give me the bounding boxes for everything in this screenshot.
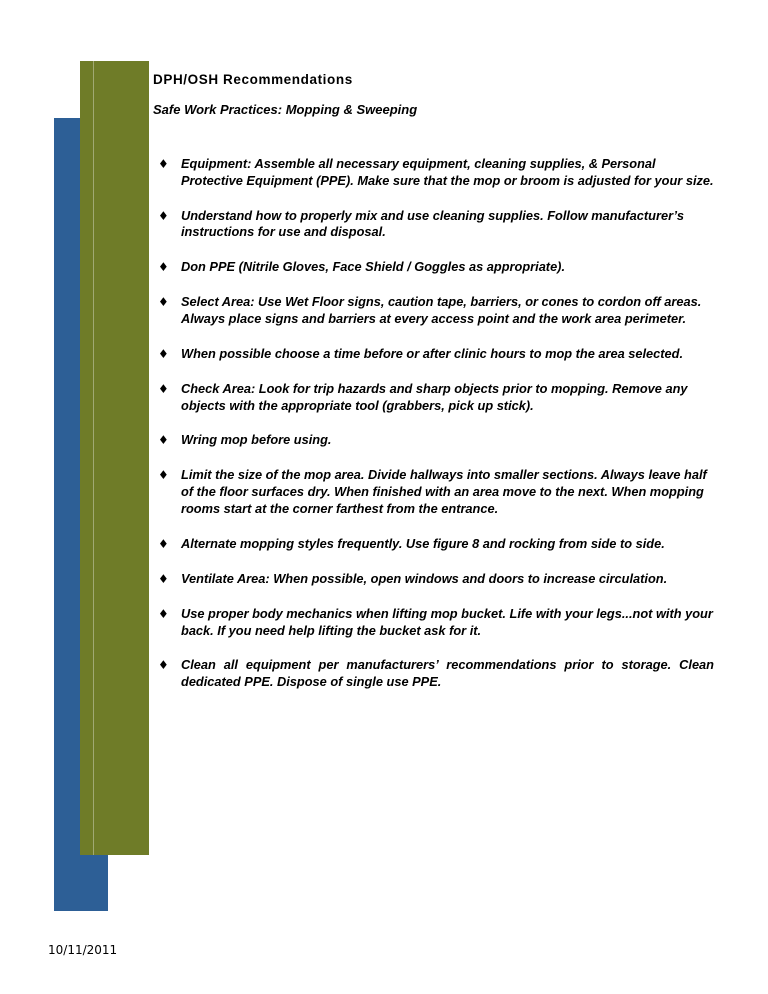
list-item-text: Understand how to properly mix and use cleaning supplies. Follow manufacturer’s instructions for use and disposal. bbox=[181, 207, 684, 240]
list-item-text: Alternate mopping styles frequently. Use figure 8 and rocking from side to side. bbox=[181, 535, 665, 551]
diamond-bullet-icon: ♦ bbox=[158, 346, 169, 361]
list-item bbox=[158, 467, 714, 517]
diamond-bullet-icon: ♦ bbox=[158, 571, 169, 586]
list-item bbox=[158, 346, 714, 363]
decorative-green-bar bbox=[80, 61, 149, 855]
list-item-text: Ventilate Area: When possible, open windows and doors to increase circulation. bbox=[181, 570, 668, 586]
page-title: DPH/OSH Recommendations bbox=[153, 72, 353, 87]
diamond-bullet-icon: ♦ bbox=[158, 433, 169, 448]
list-item-text: Select Area: Use Wet Floor signs, caution tape, barriers, or cones to cordon off areas. Always place signs and barriers at every access point and the work area perimeter. bbox=[181, 294, 702, 326]
diamond-bullet-icon: ♦ bbox=[158, 606, 169, 621]
list-item-text: Wring mop before using. bbox=[181, 432, 332, 448]
diamond-bullet-icon: ♦ bbox=[158, 260, 169, 275]
list-item bbox=[158, 536, 714, 553]
list-item bbox=[158, 606, 714, 640]
diamond-bullet-icon: ♦ bbox=[158, 295, 169, 310]
list-item bbox=[158, 657, 714, 691]
list-item bbox=[158, 432, 714, 449]
list-item-text: Use proper body mechanics when lifting mop bucket. Life with your legs...not with your back. If you need help lifting the bucket ask for it. bbox=[181, 605, 713, 638]
list-item-text: Equipment: Assemble all necessary equipment, cleaning supplies, & Personal Protective Equipment (PPE). Make sure that the mop or broom is adjusted for your size. bbox=[181, 156, 714, 188]
list-item bbox=[158, 571, 714, 588]
diamond-bullet-icon: ♦ bbox=[158, 381, 169, 396]
decorative-green-stripe bbox=[93, 61, 94, 855]
list-item bbox=[158, 294, 714, 328]
list-item bbox=[158, 381, 714, 415]
list-item-text: When possible choose a time before or after clinic hours to mop the area selected. bbox=[181, 345, 684, 361]
diamond-bullet-icon: ♦ bbox=[158, 208, 169, 223]
diamond-bullet-icon: ♦ bbox=[158, 536, 169, 551]
recommendations-list bbox=[158, 156, 714, 709]
diamond-bullet-icon: ♦ bbox=[158, 157, 169, 171]
list-item-text: Don PPE (Nitrile Gloves, Face Shield / Goggles as appropriate). bbox=[181, 259, 566, 275]
diamond-bullet-icon: ♦ bbox=[158, 658, 169, 673]
list-item-text: Check Area: Look for trip hazards and sharp objects prior to mopping. Remove any objects with the appropriate tool (grabbers, pick up stick). bbox=[181, 380, 688, 413]
footer-date: 10/11/2011 bbox=[48, 943, 118, 957]
list-item bbox=[158, 259, 714, 276]
list-item-text: Limit the size of the mop area. Divide hallways into smaller sections. Always leave half of the floor surfaces dry. When finished with an area move to the next. When mopping rooms start at the corner farthest from the entrance. bbox=[181, 467, 707, 516]
diamond-bullet-icon: ♦ bbox=[158, 468, 169, 483]
list-item bbox=[158, 208, 714, 242]
list-item bbox=[158, 156, 714, 190]
list-item-text: Clean all equipment per manufacturers’ recommendations prior to storage. Clean dedicated PPE. Dispose of single use PPE. bbox=[181, 657, 714, 690]
page-subtitle: Safe Work Practices: Mopping & Sweeping bbox=[153, 102, 418, 117]
